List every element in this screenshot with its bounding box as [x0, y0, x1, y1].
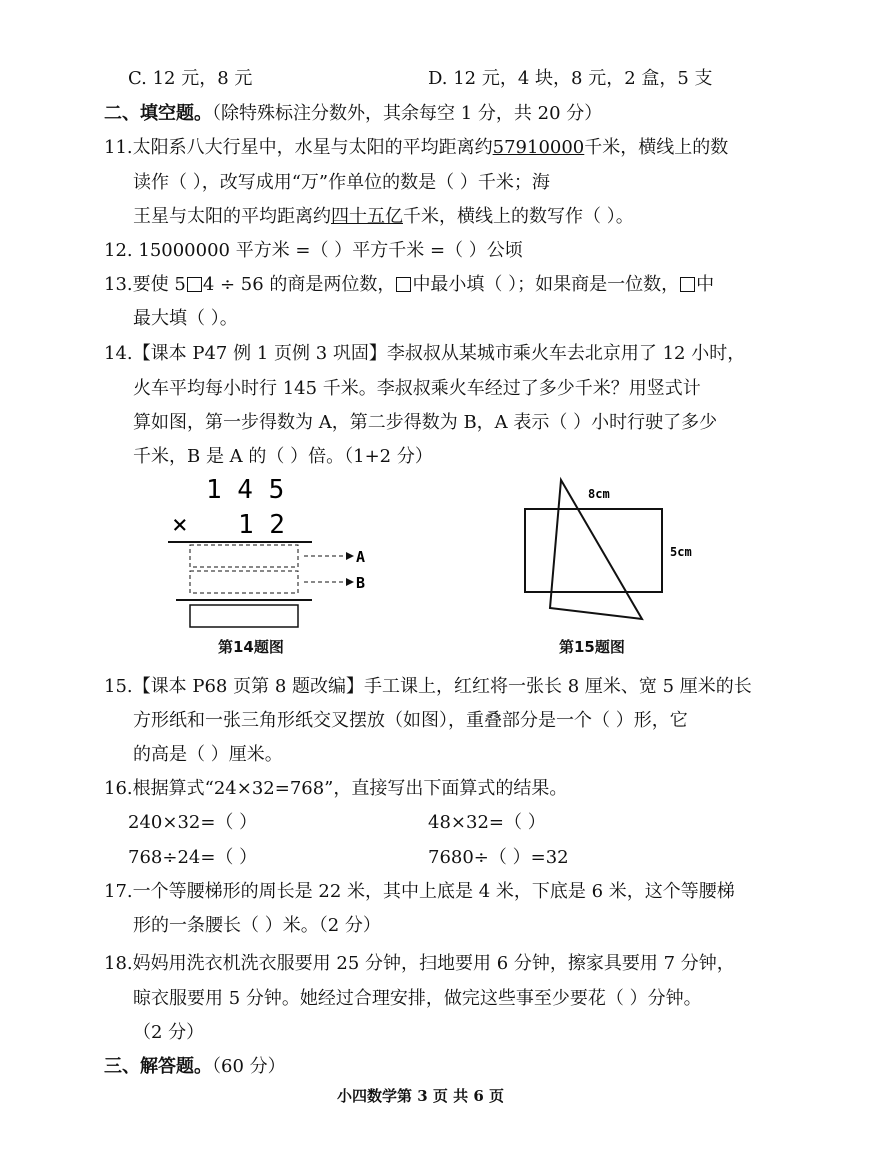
q11-line-2: 读作（ ），改写成用“万”作单位的数是（ ）千米；海 [133, 172, 550, 193]
fig15-width-label: 8cm [588, 487, 610, 501]
section-2-header [104, 101, 602, 127]
q17-number: 17. [104, 881, 133, 902]
q16-expression-3: 768÷24=（ ） [128, 847, 258, 868]
q12-text: 15000000 平方米 =（ ）平方千米 =（ ）公顷 [138, 240, 523, 261]
q15-line-1 [104, 674, 752, 700]
fig14-caption: 第14题图 [218, 638, 284, 656]
q16-line-1 [104, 776, 567, 802]
blank-box [396, 277, 411, 292]
q16-expression-2: 48×32=（ ） [428, 812, 546, 833]
q11-number: 11. [104, 137, 133, 158]
q14-line-1 [104, 341, 745, 367]
q13-text-c: 中最小填（ ）；如果商是一位数， [412, 274, 680, 295]
fig14-multiply-sign: × [172, 510, 188, 540]
q13-line-2: 最大填（ ）。 [133, 308, 238, 329]
fig14-arrowhead-b [346, 578, 354, 586]
q14-text-a: 【课本 P47 例 1 页例 3 巩固】李叔叔从某城市乘火车去北京用了 12 小时， [132, 343, 746, 364]
fig14-dashed-box-b [190, 571, 298, 593]
q15-line-2: 方形纸和一张三角形纸交叉摆放（如图），重叠部分是一个（ ）形，它 [133, 710, 688, 731]
q13-text-b: 4 ÷ 56 的商是两位数， [202, 274, 396, 295]
fig14-top-number: 1 4 5 [206, 475, 285, 505]
q13-text-d: 中 [696, 274, 715, 295]
section-2-title: 二、填空题。 [104, 103, 212, 124]
fig14-bottom-number: 1 2 [238, 510, 285, 540]
q11-word-value: 四十五亿 [331, 206, 403, 227]
fig15-rectangle [525, 509, 662, 592]
q11-line-3 [133, 204, 634, 230]
fig15-height-label: 5cm [670, 545, 692, 559]
q15-number: 15. [104, 676, 133, 697]
fig14-label-b: B [356, 574, 366, 592]
q17-line-1 [104, 879, 735, 905]
q16-expression-1: 240×32=（ ） [128, 812, 258, 833]
section-2-note: （除特殊标注分数外，其余每空 1 分，共 20 分） [212, 103, 603, 124]
q11-text: 太阳系八大行星中，水星与太阳的平均距离约 [132, 137, 493, 158]
q17-text-a: 一个等腰梯形的周长是 22 米，其中上底是 4 米，下底是 6 米，这个等腰梯 [132, 881, 735, 902]
fig14-arrowhead-a [346, 552, 354, 560]
option-d: D. 12 元，4 块，8 元，2 盒，5 支 [428, 68, 713, 89]
fig15-caption: 第15题图 [559, 638, 625, 656]
fig14-dashed-box-a [190, 545, 298, 567]
option-c: C. 12 元，8 元 [128, 68, 253, 89]
q16-number: 16. [104, 778, 133, 799]
section-3-note: （60 分） [212, 1056, 286, 1077]
figure-14 [160, 470, 380, 635]
q18-line-1 [104, 951, 735, 977]
q11-line-1 [104, 135, 728, 161]
q11-text-c: 王星与太阳的平均距离约 [133, 206, 331, 227]
q15-text-a: 【课本 P68 页第 8 题改编】手工课上，红红将一张长 8 厘米、宽 5 厘米的长 [132, 676, 752, 697]
q18-line-3: （2 分） [133, 1022, 205, 1043]
q18-number: 18. [104, 953, 133, 974]
fig14-result-box [190, 605, 298, 627]
q11-text-b: 千米，横线上的数 [584, 137, 729, 158]
q17-line-2: 形的一条腰长（ ）米。（2 分） [133, 915, 381, 936]
q13-number: 13. [104, 274, 133, 295]
q13-text-a: 要使 5 [132, 274, 186, 295]
q16-expression-4: 7680÷（ ）=32 [428, 847, 569, 868]
q16-text-a: 根据算式“24×32=768”，直接写出下面算式的结果。 [132, 778, 568, 799]
q14-line-3: 算如图，第一步得数为 A，第二步得数为 B，A 表示（ ）小时行驶了多少 [133, 412, 718, 433]
section-3-title: 三、解答题。 [104, 1056, 212, 1077]
blank-box [187, 277, 202, 292]
q12-number: 12. [104, 240, 133, 261]
fig14-label-a: A [356, 548, 366, 566]
q14-line-4: 千米，B 是 A 的（ ）倍。（1+2 分） [133, 446, 433, 467]
section-3-header [104, 1054, 286, 1080]
q13-line-1 [104, 272, 714, 298]
q18-line-2: 晾衣服要用 5 分钟。她经过合理安排，做完这些事至少要花（ ）分钟。 [133, 988, 702, 1009]
page-footer: 小四数学第 3 页 共 6 页 [337, 1087, 504, 1105]
q18-text-a: 妈妈用洗衣机洗衣服要用 25 分钟，扫地要用 6 分钟，擦家具要用 7 分钟， [132, 953, 735, 974]
blank-box [680, 277, 695, 292]
figure-15 [520, 476, 720, 624]
q14-line-2: 火车平均每小时行 145 千米。李叔叔乘火车经过了多少千米？用竖式计 [133, 378, 701, 399]
q14-number: 14. [104, 343, 133, 364]
q11-number-value: 57910000 [492, 137, 585, 158]
q11-text-d: 千米，横线上的数写作（ ）。 [403, 206, 634, 227]
q12-line [104, 238, 523, 264]
q15-line-3: 的高是（ ）厘米。 [133, 744, 283, 765]
